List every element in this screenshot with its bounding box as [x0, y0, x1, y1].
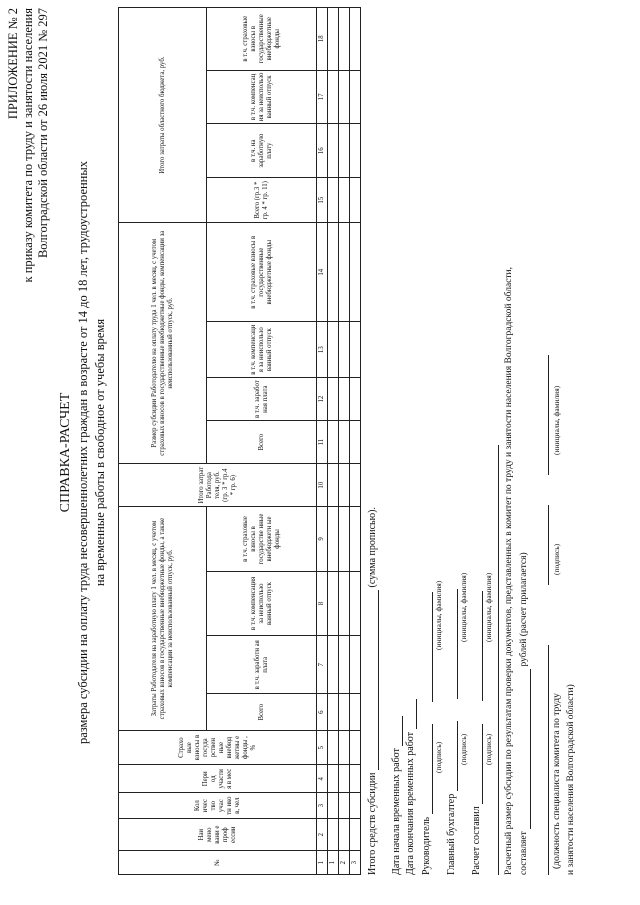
head-sign-hint: (подпись) — [434, 741, 443, 773]
preparer-sign-blank — [472, 724, 483, 804]
table-row — [350, 8, 361, 875]
doc-subtitle-2: на временные работы в свободное от учебы время — [93, 318, 107, 587]
doc-subtitle-1: размера субсидии на оплату труда несовершеннолетних граждан в возрасте от 14 до 18 лет, трудоустроенных — [76, 160, 90, 745]
th-emp-ins: в т.ч. страховые взносы в государстве нные внебюджетн ые фонды — [207, 507, 317, 572]
specialist-position-hint-2: и занятости населения Волгоградской области) — [566, 684, 576, 875]
appendix-title: ПРИЛОЖЕНИЕ № 2 — [6, 8, 20, 120]
table-row — [339, 8, 350, 875]
preparer-label: Расчет составил — [471, 806, 482, 875]
th-regional-group: Итого затраты областного бюджета, руб. — [119, 8, 207, 223]
row-number: 1 — [328, 851, 339, 875]
th-sub-salary: в т.ч. заработ ная плата — [207, 378, 317, 421]
head-name-blank — [422, 592, 433, 702]
final-amount-line1: Расчетный размер субсидии по результатам проверки документов, представленных в комитет по труду и занятости населения Волгоградской области, — [504, 267, 514, 875]
preparer-sign-line — [470, 435, 483, 875]
th-reg-salary: в т.ч. на заработную плату — [207, 124, 317, 178]
preparer-name-blank — [472, 591, 483, 701]
row-number: 3 — [350, 851, 361, 875]
start-date-label: Дата начала временных работ — [391, 748, 402, 875]
specialist-position-hint-1: (должность специалиста комитета по труду — [552, 693, 562, 869]
final-amount-suffix: рублей (расчет прилагается) — [519, 552, 529, 667]
start-date-line — [390, 716, 403, 875]
start-date-blank — [392, 716, 403, 746]
final-amount-line2 — [518, 275, 531, 875]
col-number: 4 — [317, 765, 328, 793]
col-number: 5 — [317, 730, 328, 764]
subsidy-total-label: Итого средств субсидии — [367, 772, 378, 875]
accountant-label: Главный бухгалтер — [446, 793, 457, 875]
th-reg-comp: в т.ч. компенсац ия за неиспользо ванный отпуск — [207, 70, 317, 124]
th-count: Кол ичес тво учас тн ико в, чел — [119, 793, 317, 819]
th-sub-comp: в т.ч. компенсаци я за неиспользо ванный отпуск — [207, 322, 317, 378]
col-number: 8 — [317, 571, 328, 636]
accountant-name-hint: (инициалы, фамилия) — [459, 572, 468, 642]
row-number: 2 — [339, 851, 350, 875]
accountant-sign-line — [445, 435, 458, 875]
col-number: 1 — [317, 851, 328, 875]
appendix-line2: к приказу комитета по труду и занятости населения — [21, 8, 35, 283]
accountant-hints — [459, 385, 468, 765]
th-sub-total: Всего — [207, 421, 317, 464]
col-number: 16 — [317, 124, 328, 178]
specialist-sign-hint: (подпись) — [552, 543, 561, 575]
appendix-block — [6, 8, 51, 428]
end-date-label: Дата окончания временных работ — [405, 731, 416, 875]
col-number: 15 — [317, 178, 328, 223]
final-amount-label: составляет — [519, 831, 529, 875]
end-date-line — [404, 699, 417, 875]
specialist-name-blank — [538, 355, 549, 475]
th-reg-ins: в т.ч. страховые взносы в государственные внебюджетные фонды — [207, 8, 317, 71]
th-employer-group: Затраты Работодателя на заработную плату 1 чел. в месяц, с учетом страховых взносов в государственные внебюджетные фонды, а также компенсации за неиспользованный отпуск, руб. — [119, 507, 207, 731]
th-reg-total: Всего (гр.3 * гр. 4 * гр. 11) — [207, 178, 317, 223]
final-amount-blank — [520, 669, 531, 829]
head-sign-line — [420, 455, 433, 875]
subsidy-total-line — [366, 275, 379, 875]
col-number: 2 — [317, 819, 328, 851]
specialist-name-hint: (инициалы, фамилия) — [552, 385, 561, 455]
doc-title: СПРАВКА-РАСЧЕТ — [58, 392, 73, 513]
col-number: 14 — [317, 223, 328, 322]
accountant-name-blank — [447, 589, 458, 699]
accountant-sign-blank — [447, 721, 458, 791]
section-divider — [498, 445, 499, 875]
col-number: 17 — [317, 70, 328, 124]
table-row — [328, 8, 339, 875]
preparer-name-hint: (инициалы, фамилия) — [484, 572, 493, 642]
col-number: 18 — [317, 8, 328, 71]
subsidy-total-hint: (сумма прописью). — [367, 507, 378, 588]
preparer-hints — [484, 385, 493, 765]
col-number: 7 — [317, 636, 328, 694]
col-number: 3 — [317, 793, 328, 819]
col-number: 9 — [317, 507, 328, 572]
head-hints — [434, 413, 443, 793]
col-number: 11 — [317, 421, 328, 464]
th-sub-ins: в т.ч. страховые взносы в государственные внебюджетные фонды — [207, 223, 317, 322]
head-sign-blank — [422, 724, 433, 814]
subsidy-table — [118, 7, 361, 875]
specialist-sign-blank — [538, 505, 549, 585]
specialist-position-blank — [538, 645, 549, 875]
th-rate: Страхо вые взносы в госуда рствен ные внебюд жетны е фонды , % — [119, 730, 317, 764]
th-emp-salary: в т.ч. заработн ая плата — [207, 636, 317, 694]
appendix-line3: Волгоградской области от 26 июля 2021 № 297 — [36, 8, 50, 259]
th-employer-grand: Итого затрат Работода теля, руб. (гр. 3 * гр.4 * гр. 6) — [119, 464, 317, 507]
th-subsidy-group: Размер субсидии Работодателю на оплату труда 1 чел. в месяц, с учетом страховых взносов в государственные внебюджетные фонды, компенсации за неиспользованный отпуск, руб. — [119, 223, 207, 464]
subsidy-total-blank — [368, 590, 379, 770]
col-number: 6 — [317, 694, 328, 731]
head-name-hint: (инициалы, фамилия) — [434, 580, 443, 650]
accountant-sign-hint: (подпись) — [459, 733, 468, 765]
end-date-blank — [406, 699, 417, 729]
col-number-row — [317, 8, 328, 875]
head-label: Руководитель — [421, 816, 432, 875]
col-number: 12 — [317, 378, 328, 421]
preparer-sign-hint: (подпись) — [484, 733, 493, 765]
th-period: Пери од участи я в мес — [119, 765, 317, 793]
th-emp-comp: в т.ч. компенсация за неиспользо ванный отпуск — [207, 571, 317, 636]
th-emp-total: Всего — [207, 694, 317, 731]
th-num: № — [119, 851, 317, 875]
col-number: 13 — [317, 322, 328, 378]
col-number: 10 — [317, 464, 328, 507]
th-profession: Наи мено вани е проф ессии — [119, 819, 317, 851]
